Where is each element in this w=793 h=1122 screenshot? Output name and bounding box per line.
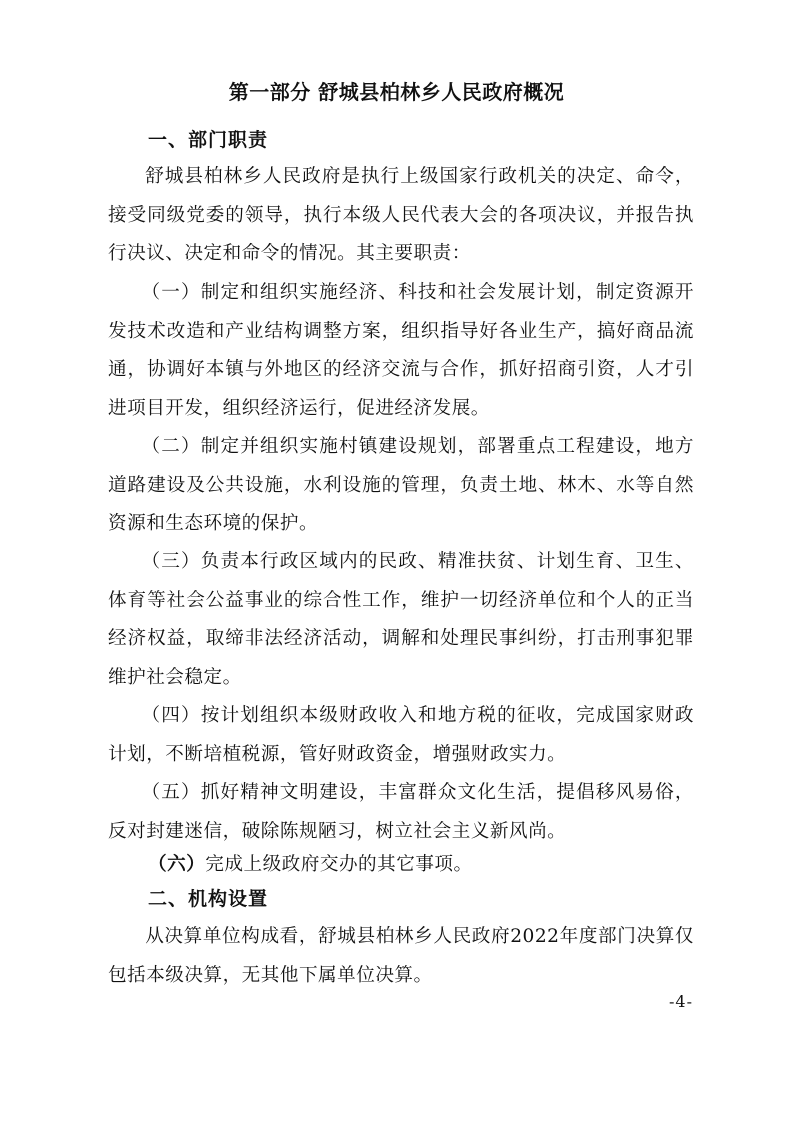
duty-item-1: （一）制定和组织实施经济、科技和社会发展计划，制定资源开发技术改造和产业结构调整方案，组织指导好各业生产，搞好商品流通，协调好本镇与外地区的经济交流与合作，抓好招商引资，人才引进项目开发，组织经济运行，促进经济发展。	[108, 282, 694, 419]
structure-paragraph: 从决算单位构成看，舒城县柏林乡人民政府2022年度部门决算仅包括本级决算，无其他下属单位决算。	[108, 926, 694, 986]
duty-item-2: （二）制定并组织实施村镇建设规划，部署重点工程建设，地方道路建设及公共设施，水利设施的管理，负责土地、林木、水等自然资源和生态环境的保护。	[108, 436, 694, 534]
duty-item-4: （四）按计划组织本级财政收入和地方税的征收，完成国家财政计划，不断培植税源，管好财政资金，增强财政实力。	[108, 705, 694, 765]
section-heading-duties: 一、部门职责	[148, 129, 269, 151]
duty-item-6-lead: （六）	[148, 854, 206, 875]
intro-paragraph: 舒城县柏林乡人民政府是执行上级国家行政机关的决定、命令，接受同级党委的领导，执行本级人民代表大会的各项决议，并报告执行决议、决定和命令的情况。其主要职责：	[108, 166, 694, 264]
page-number: -4-	[669, 992, 693, 1011]
duty-item-3: （三）负责本行政区域内的民政、精准扶贫、计划生育、卫生、体育等社会公益事业的综合性工作，维护一切经济单位和个人的正当经济权益，取缔非法经济活动，调解和处理民事纠纷，打击刑事犯罪维护社会稳定。	[108, 551, 694, 688]
duty-item-5: （五）抓好精神文明建设，丰富群众文化生活，提倡移风易俗，反对封建迷信，破除陈规陋习，树立社会主义新风尚。	[108, 782, 694, 842]
duty-item-6	[148, 850, 473, 876]
document-title: 第一部分 舒城县柏林乡人民政府概况	[228, 80, 565, 104]
duty-item-6-text: 完成上级政府交办的其它事项。	[205, 854, 473, 875]
section-heading-structure: 二、机构设置	[148, 888, 269, 910]
